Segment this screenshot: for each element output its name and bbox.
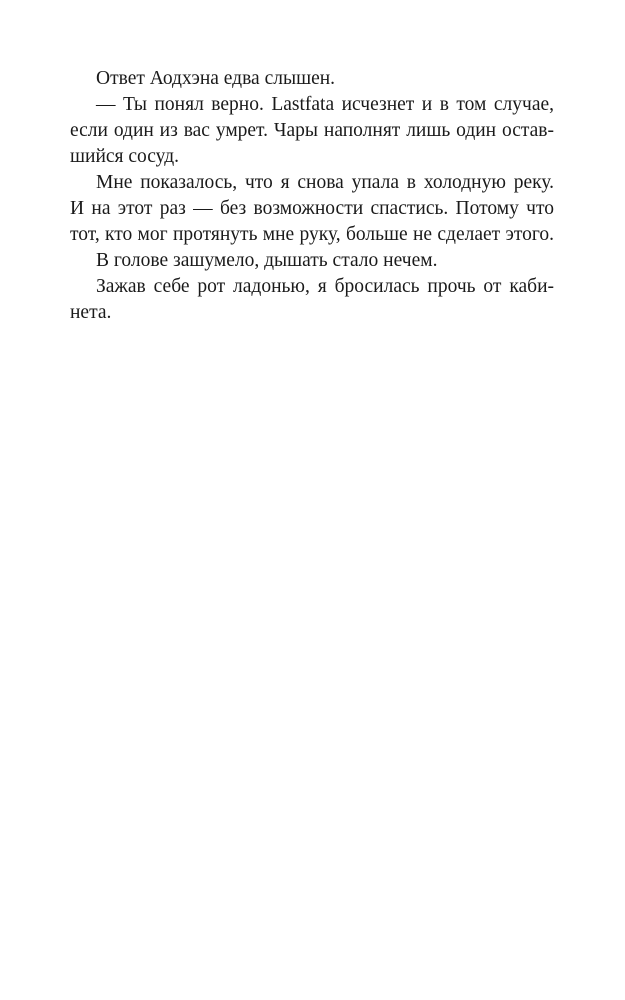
body-text <box>70 66 554 326</box>
text-line: шийся сосуд. <box>70 146 179 167</box>
text-line: — Ты понял верно. Lastfata исчезнет и в том случае, <box>96 94 554 115</box>
text-line: Мне показалось, что я снова упала в холодную реку. <box>96 172 554 193</box>
text-line: В голове зашумело, дышать стало нечем. <box>96 250 438 271</box>
text-line: Зажав себе рот ладонью, я бросилась прочь от каби- <box>96 276 554 297</box>
text-line: тот, кто мог протянуть мне руку, больше не сделает этого. <box>70 224 554 245</box>
text-line: если один из вас умрет. Чары наполнят лишь один остав- <box>70 120 554 141</box>
text-line: Ответ Аодхэна едва слышен. <box>96 68 336 89</box>
text-line: И на этот раз — без возможности спастись. Потому что <box>70 198 554 219</box>
text-line: нета. <box>70 302 112 323</box>
